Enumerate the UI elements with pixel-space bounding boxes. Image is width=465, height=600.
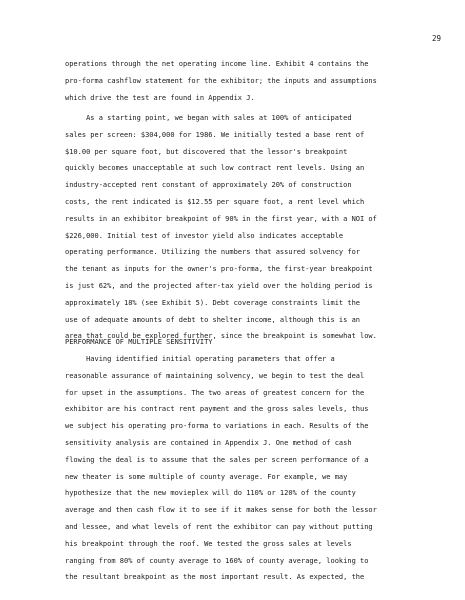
text-line: $10.00 per square foot, but discovered that the lessor's breakpoint — [65, 147, 348, 156]
text-line: sales per screen: $304,000 for 1986. We initially tested a base rent of — [65, 130, 365, 139]
text-line: hypothesize that the new movieplex will do 110% or 120% of the county — [65, 489, 356, 498]
text-line: sensitivity analysis are contained in Appendix J. One method of cash — [65, 438, 352, 447]
text-line: exhibitor are his contract rent payment and the gross sales levels, thus — [65, 405, 369, 414]
section-heading: PERFORMANCE OF MULTIPLE SENSITIVITY — [65, 338, 213, 346]
text-line: ranging from 80% of county average to 160% of county average, looking to — [65, 556, 369, 565]
text-line: approximately 18% (see Exhibit 5). Debt coverage constraints limit the — [65, 298, 361, 307]
text-line: is just 62%, and the projected after-tax yield over the holding period is — [65, 281, 373, 290]
text-line: the tenant as inputs for the owner's pro-forma, the first-year breakpoint — [65, 265, 373, 274]
text-line: Having identified initial operating parameters that offer a — [65, 355, 335, 363]
text-line: As a starting point, we began with sales at 100% of anticipated — [65, 114, 352, 122]
text-line: average and then cash flow it to see if it makes sense for both the lessor — [65, 506, 377, 515]
text-line: the resultant breakpoint as the most important result. As expected, the — [65, 573, 365, 582]
text-line: which drive the test are found in Appendix J. — [65, 93, 255, 102]
text-line: operating performance. Utilizing the numbers that assured solvency for — [65, 248, 361, 257]
text-line: we subject his operating pro-forma to variations in each. Results of the — [65, 422, 369, 431]
text-line: results in an exhibitor breakpoint of 90% in the first year, with a NOI of — [65, 214, 377, 223]
text-line: pro-forma cashflow statement for the exhibitor; the inputs and assumptions — [65, 76, 377, 85]
text-line: $226,000. Initial test of investor yield also indicates acceptable — [65, 231, 344, 240]
text-line: operations through the net operating income line. Exhibit 4 contains the — [65, 60, 369, 68]
page-number: 29 — [431, 34, 441, 43]
text-line: reasonable assurance of maintaining solvency, we begin to test the deal — [65, 371, 365, 380]
paragraph-starting-point — [65, 110, 445, 345]
text-line: for upset in the assumptions. The two areas of greatest concern for the — [65, 388, 365, 397]
text-line: quickly becomes unacceptable at such low contract rent levels. Using an — [65, 164, 365, 173]
paragraph-sensitivity — [65, 351, 445, 586]
text-line: his breakpoint through the roof. We tested the gross sales at levels — [65, 539, 352, 548]
text-line: new theater is some multiple of county average. For example, we may — [65, 472, 348, 481]
text-line: industry-accepted rent constant of approximately 20% of construction — [65, 181, 352, 190]
paragraph-intro — [65, 56, 445, 106]
text-line: area that could be explored further, since the breakpoint is somewhat low. — [65, 332, 377, 341]
text-line: flowing the deal is to assume that the sales per screen performance of a — [65, 455, 369, 464]
text-line: and lessee, and what levels of rent the exhibitor can pay without putting — [65, 522, 373, 531]
text-line: costs, the rent indicated is $12.55 per square foot, a rent level which — [65, 197, 365, 206]
text-line: use of adequate amounts of debt to shelter income, although this is an — [65, 315, 361, 324]
